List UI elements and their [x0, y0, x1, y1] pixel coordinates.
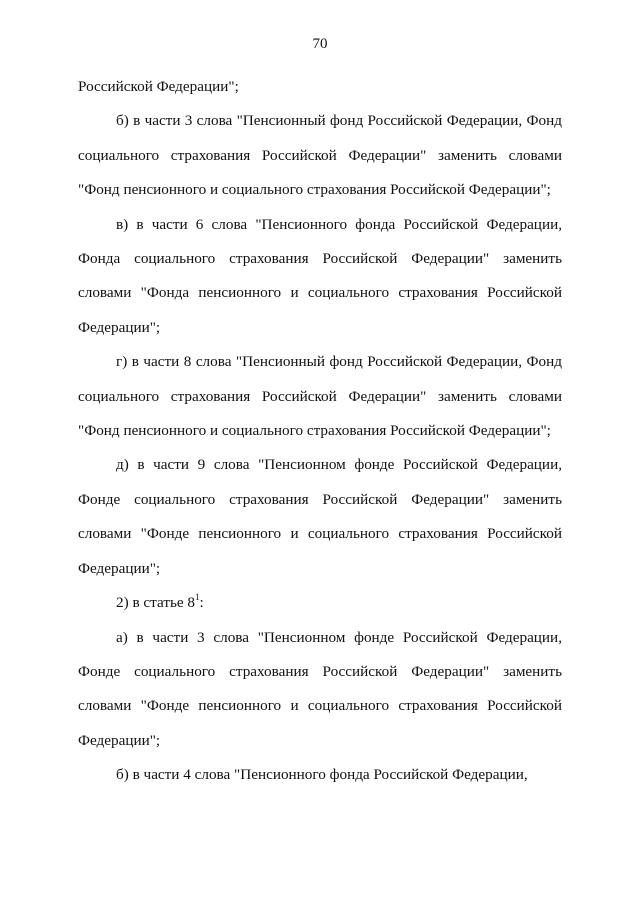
paragraph-item-v-part-6: в) в части 6 слова "Пенсионного фонда Российской Федерации, Фонда социального страхования Российской Федерации" заменить словами "Фонда пенсионного и социального страхования Российской Федерации"; — [78, 215, 562, 336]
paragraph-item-b-part-4: б) в части 4 слова "Пенсионного фонда Российской Федерации, — [116, 766, 528, 784]
paragraph-item-d-part-9: д) в части 9 слова "Пенсионном фонде Российской Федерации, Фонде социального страхования Российской Федерации" заменить словами "Фонде пенсионного и социального страхования Российской Федерации"; — [78, 456, 562, 577]
article-heading-suffix: : — [199, 594, 204, 612]
paragraph-item-g-part-8: г) в части 8 слова "Пенсионный фонд Российской Федерации, Фонд социального страхования Российской Федерации" заменить словами "Фонд пенсионного и социального страхования Российской Федерации"; — [78, 353, 562, 440]
paragraph-continuation: Российской Федерации"; — [78, 78, 239, 95]
paragraph-item-2-article-8-1 — [78, 586, 562, 620]
document-body — [78, 70, 562, 793]
paragraph-item-b-part-3: б) в части 3 слова "Пенсионный фонд Российской Федерации, Фонд социального страхования Российской Федерации" заменить словами "Фонд пенсионного и социального страхования Российской Федерации"; — [78, 112, 562, 199]
page-number: 70 — [312, 36, 328, 52]
paragraph-item-a-part-3: а) в части 3 слова "Пенсионном фонде Российской Федерации, Фонде социального страхования Российской Федерации" заменить словами "Фонде пенсионного и социального страхования Российской Федерации"; — [78, 628, 562, 749]
article-superscript: 1 — [195, 592, 200, 603]
article-heading-text: 2) в статье 8 — [116, 594, 196, 612]
